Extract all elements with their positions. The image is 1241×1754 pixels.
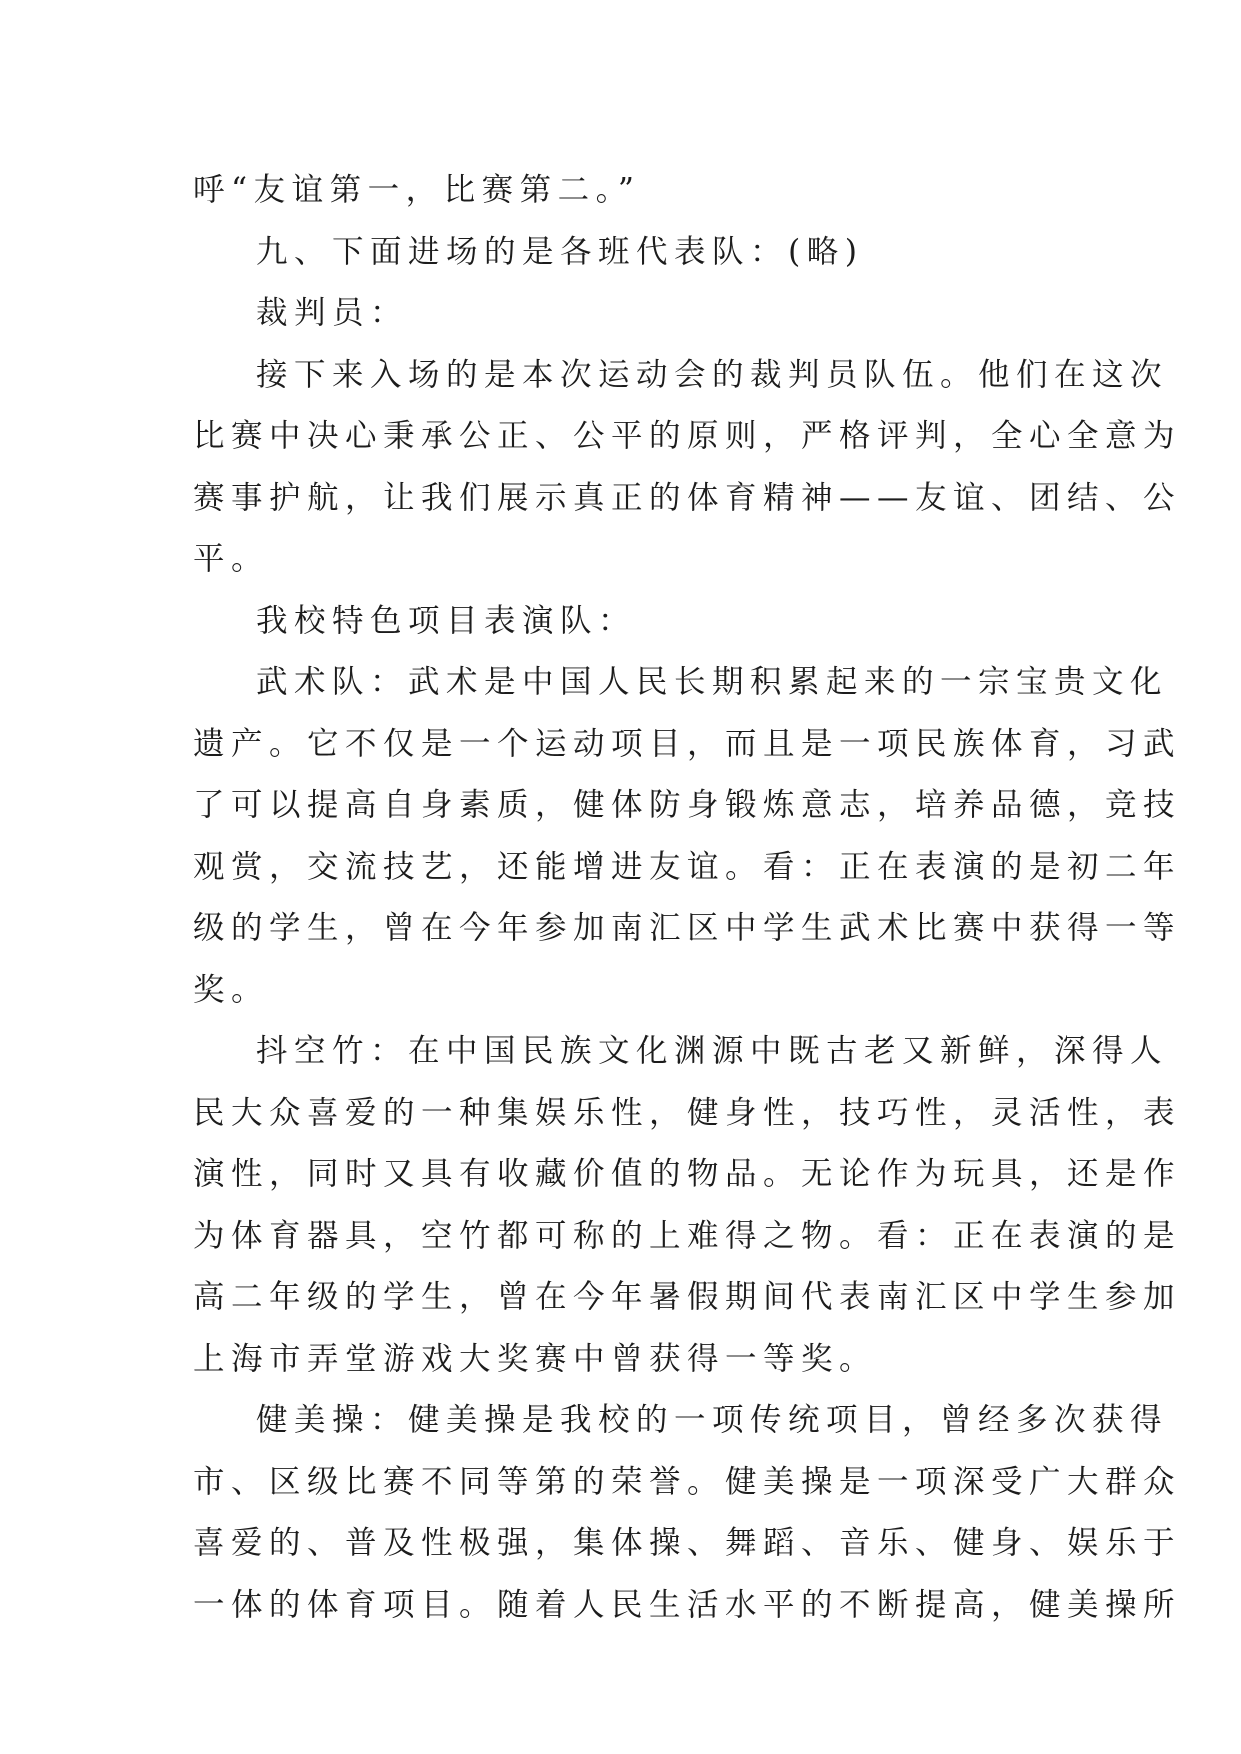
- text-line: 裁判员：: [256, 295, 409, 331]
- text-line: 武术队：武术是中国人民长期积累起来的一宗宝贵文化: [256, 664, 1169, 700]
- text-line: 观赏，交流技艺，还能增进友谊。看：正在表演的是初二年: [193, 848, 1182, 885]
- text-line: 上海市弄堂游戏大奖赛中曾获得一等奖。: [193, 1340, 878, 1377]
- text-line: 健美操：健美操是我校的一项传统项目，曾经多次获得: [256, 1402, 1169, 1438]
- text-line: 九、下面进场的是各班代表队：(略): [256, 233, 864, 270]
- text-line: 呼“友谊第一，比赛第二。”: [193, 172, 641, 208]
- text-line: 级的学生，曾在今年参加南汇区中学生武术比赛中获得一等: [193, 910, 1182, 946]
- text-line: 我校特色项目表演队：: [256, 602, 637, 639]
- text-line: 民大众喜爱的一种集娱乐性，健身性，技巧性，灵活性，表: [193, 1094, 1182, 1131]
- text-line: 市、区级比赛不同等第的荣誉。健美操是一项深受广大群众: [193, 1463, 1182, 1500]
- text-line: 抖空竹：在中国民族文化渊源中既古老又新鲜，深得人: [256, 1033, 1169, 1069]
- text-line: 了可以提高自身素质，健体防身锻炼意志，培养品德，竞技: [193, 787, 1182, 823]
- text-line: 一体的体育项目。随着人民生活水平的不断提高，健美操所: [193, 1586, 1182, 1623]
- text-line: 高二年级的学生，曾在今年暑假期间代表南汇区中学生参加: [193, 1279, 1182, 1315]
- text-line: 赛事护航，让我们展示真正的体育精神——友谊、团结、公: [193, 479, 1182, 516]
- text-line: 演性，同时又具有收藏价值的物品。无论作为玩具，还是作: [193, 1156, 1182, 1192]
- text-line: 平。: [193, 541, 270, 577]
- text-line: 喜爱的、普及性极强，集体操、舞蹈、音乐、健身、娱乐于: [193, 1525, 1182, 1561]
- text-line: 为体育器具，空竹都可称的上难得之物。看：正在表演的是: [193, 1217, 1182, 1254]
- text-line: 遗产。它不仅是一个运动项目，而且是一项民族体育，习武: [193, 725, 1182, 762]
- document-body: [193, 160, 1182, 1636]
- text-line: 奖。: [193, 971, 270, 1008]
- text-line: 接下来入场的是本次运动会的裁判员队伍。他们在这次: [256, 356, 1169, 393]
- text-line: 比赛中决心秉承公正、公平的原则，严格评判，全心全意为: [193, 418, 1182, 454]
